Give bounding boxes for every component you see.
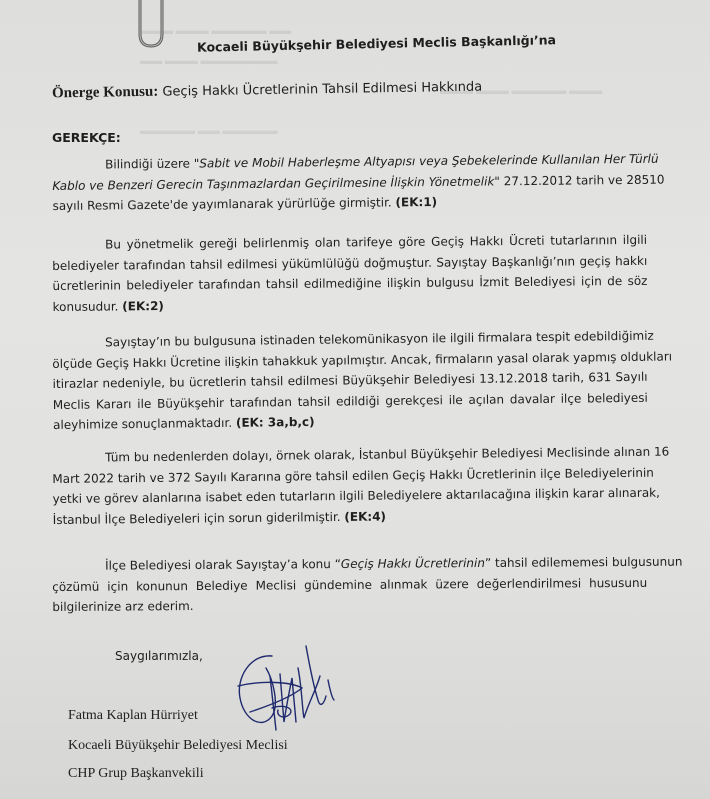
paragraph-line: yetki ve görev alanlarına isabet eden tutarların ilgili Belediyelere aktarılacağına ilişkin karar alınarak, [52,485,660,506]
paragraph-line: Sayıştay’ın bu bulgusuna istinaden telekomünikasyon ile ilgili firmalara tespit edebildiğimiz [105,328,654,350]
bleed-through-text: ▬▬▬▬▬ ▬▬ ▬▬▬▬▬ [140,125,278,137]
bleed-through-text: ▬▬▬ ▬▬▬ ▬▬▬▬▬ ▬▬ [140,25,292,37]
paperclip-icon [134,0,168,52]
paragraph-3 [52,326,673,436]
signature-icon [232,638,342,748]
attachment-ref: (EK:2) [122,298,164,313]
paragraph-line: Mart 2022 tarih ve 372 Sayılı Kararına göre tahsil edilen Geçiş Hakkı Ücretlerinin ilçe Belediyelerinin [52,465,654,486]
paragraph-line: Meclis Kararı ile Büyükşehir tarafından tahsil edildiği gerekçesi ile açılan davalar ilçe belediyesi [52,390,648,412]
paragraph-line: bilgilerinize arz ederim. [52,599,194,614]
paragraph-line: belediyeler tarafından tahsil edilmesi yükümlülüğü doğmuştur. Sayıştay Başkanlığı’nın geçiş hakkı [52,253,648,273]
paragraph-line: ölçüde Geçiş Hakkı Ücretine ilişkin tahakkuk yapılmıştır. Ancak, firmaların yasal olarak yapmış oldukları [52,348,673,371]
paragraph-2 [52,230,648,317]
paragraph-line: çözümü için konunun Belediye Meclisi gündemine alınmak üzere değerlendirilmesi hususunu [52,575,648,594]
signatory-name: Fatma Kaplan Hürriyet [68,708,198,723]
signatory-title: CHP Grup Başkanvekili [68,766,204,781]
subject-label: Önerge Konusu: [51,83,159,102]
addressee-heading: Kocaeli Büyükşehir Belediyesi Meclis Başkanlığı’na [196,32,557,55]
paragraph-line: İlçe Belediyesi olarak Sayıştay’a konu “Geçiş Hakkı Ücretlerinin” tahsil edilememesi bulgusunun [105,554,683,573]
subject-line [52,79,482,103]
paragraph-line: konusudur. (EK:2) [52,298,164,314]
paragraph-line: aleyhimize sonuçlanmaktadır. (EK: 3a,b,c) [53,414,315,432]
attachment-ref: (EK:4) [344,509,387,524]
paragraph-line: Kablo ve Benzeri Gerecin Taşınmazlardan Geçirilmesine İlişkin Yönetmelik" 27.12.2012 tarih ve 28510 [52,172,665,193]
paragraph-line: Tüm bu nedenlerden dolayı, örnek olarak, İstanbul Büyükşehir Belediyesi Meclisinde alınan 16 [105,444,670,465]
paragraph-5 [52,552,683,618]
section-heading-gerekce: GEREKÇE: [52,130,121,145]
attachment-ref: (EK:1) [395,194,438,210]
signatory-organization: Kocaeli Büyükşehir Belediyesi Meclisi [68,738,288,753]
paragraph-4 [52,442,670,530]
paragraph-line: ücretlerinin belediyeler tarafından tahsil edilmediğine ilişkin bulgusu İzmit Belediyesi için de söz [52,273,648,293]
closing-salutation: Saygılarımızla, [115,649,203,663]
bleed-through-text: ▬▬▬ ▬▬▬ ▬▬▬▬▬ ▬▬▬ [440,85,603,97]
bleed-through-text: ▬▬ ▬▬▬ ▬▬▬▬▬▬▬ [140,55,278,67]
paragraph-line: sayılı Resmi Gazete'de yayımlanarak yürürlüğe girmiştir. (EK:1) [52,194,438,213]
paragraph-line: İstanbul İlçe Belediyeleri için sorun giderilmiştir. (EK:4) [52,509,387,527]
paragraph-line: itirazlar nedeniyle, bu ücretlerin tahsil edilmesi Büyükşehir Belediyesi 13.12.2018 tarih, 631 Sayılı [52,369,648,391]
paragraph-1 [52,149,665,217]
attachment-ref: (EK: 3a,b,c) [235,414,315,430]
paragraph-line: Bu yönetmelik gereği belirlenmiş olan tarifeye göre Geçiş Hakkı Ücreti tutarlarının ilgili [105,232,648,252]
paragraph-line: Bilindiği üzere "Sabit ve Mobil Haberleşme Altyapısı veya Şebekelerinde Kullanılan Her Türlü [105,151,659,172]
subject-text: Geçiş Hakkı Ücretlerinin Tahsil Edilmesi Hakkında [162,79,483,100]
